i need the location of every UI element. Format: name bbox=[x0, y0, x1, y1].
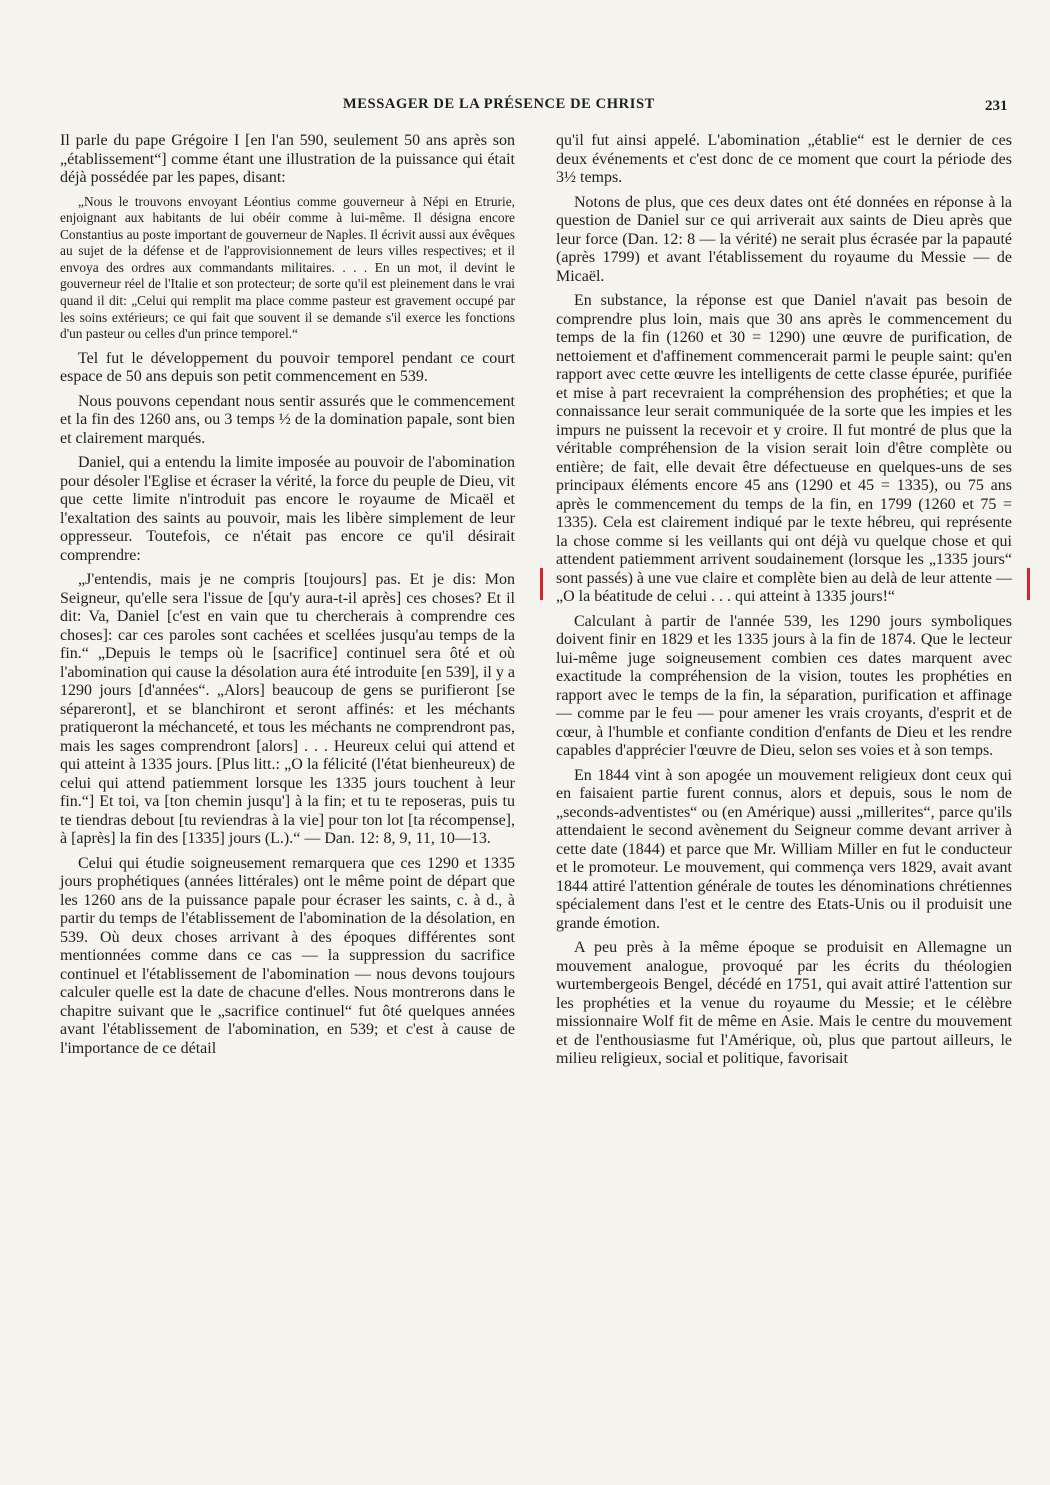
page-number: 231 bbox=[985, 98, 1008, 114]
left-column bbox=[60, 132, 515, 1064]
block-quote: „Nous le trouvons envoyant Léontius comme gouverneur à Népi en Etrurie, enjoignant aux habitants de lui obéir comme à lui-même. Il désigna encore Constantius au poste important de gouverneur de Naples. Il écrivit aussi aux évêques au sujet de la défense et de l'approvisionnement de leurs villes respectives; et il envoya des ordres aux commandants militaires. . . . En un mot, il devint le gouverneur réel de l'Italie et son protecteur; de sorte qu'il est pleinement dans le vrai quand il dit: „Celui qui remplit ma place comme pasteur est gravement occupé par les soins extérieurs; ce qui fait que souvent il se demande s'il exerce les fonctions d'un pasteur ou celles d'un prince temporel.“ bbox=[60, 193, 515, 342]
paragraph: A peu près à la même époque se produisit en Allemagne un mouvement analogue, provoqué par les écrits du théologien wurtembergeois Bengel, décédé en 1751, qui avait attiré l'attention sur les prophéties et la venue du royaume du Messie; et le célèbre missionnaire Wolf fit de même en Asie. Mais le centre du mouvement et de l'enthousiasme fut l'Amérique, où, plus que partout ailleurs, le milieu religieux, social et politique, favorisait bbox=[556, 939, 1012, 1067]
running-title: MESSAGER DE LA PRÉSENCE DE CHRIST bbox=[343, 96, 655, 112]
paragraph: Notons de plus, que ces deux dates ont été données en réponse à la question de Daniel sur ce qui arriverait aux saints de Dieu après que leur force (Dan. 12: 8 — la vérité) ne serait plus écrasée par la papauté (après 1799) et avant l'établissement du royaume du Messie — de Micaël. bbox=[556, 193, 1012, 285]
paragraph: Daniel, qui a entendu la limite imposée au pouvoir de l'abomination pour désoler l'Eglise et écraser la vérité, la force du peuple de Dieu, vit que cette limite n'introduit pas encore le royaume de Micaël et l'exaltation des saints au pouvoir, mais les libère simplement de leur oppresseur. Toutefois, ce n'était pas encore ce qu'il désirait comprendre: bbox=[60, 454, 515, 564]
paragraph: Il parle du pape Grégoire I [en l'an 590, seulement 50 ans après son „établissement“] comme étant une illustration de la puissance qui était déjà possédée par les papes, disant: bbox=[60, 132, 515, 186]
paragraph: En 1844 vint à son apogée un mouvement religieux dont ceux qui en faisaient partie furent connus, alors et depuis, sous le nom de „seconds-adventistes“ ou (en Amérique) aussi „millerites“, parce qu'ils attendaient le second avènement du Seigneur comme devant arriver à cette date (1844) et parce que Mr. William Miller en fut le conducteur et le promoteur. Le mouvement, qui commença vers 1829, avait avant 1844 attiré l'attention générale de toutes les dénominations chrétiennes spécialement dans l'est et le centre des Etats-Unis ou il produisit une grande émotion. bbox=[556, 766, 1012, 932]
page-header bbox=[0, 96, 1050, 120]
paragraph: Calculant à partir de l'année 539, les 1290 jours symboliques doivent finir en 1829 et les 1335 jours à la fin de 1874. Que le lecteur lui-même juge soigneusement combien ces dates marquent avec exactitude la compréhension de la vision, toutes les prophéties en rapport avec le temps de la fin, la séparation, purification et affinage — comme par le feu — pour amener les vrais croyants, d'esprit et de cœur, à l'humble et confiante condition d'enfants de Dieu et les rendre capables d'apprécier l'œuvre de Dieu, selon ses voies et à son temps. bbox=[556, 612, 1012, 759]
paragraph: En substance, la réponse est que Daniel n'avait pas besoin de comprendre plus loin, mais que 30 ans après le commencement du temps de la fin (1260 et 30 = 1290) une œuvre de purification, de nettoiement et d'affinement commencerait parmi le peuple saint: qu'en rapport avec cette œuvre les intelligents de cette classe épurée, purifiée et mise à part recevraient la compréhension des prophéties; et que la connaissance leur serait communiquée de la sorte que les impies et les impurs ne puissent la recevoir et y croire. Il fut montré de plus que la véritable compréhension de la vision serait loin d'être complète ou entière; de fait, elle devait être défectueuse en quelques-uns de ses principaux éléments encore 45 ans (1290 et 45 = 1335), ou 75 ans après le commencement du temps de la fin, en 1799 (1260 et 75 = 1335). Cela est clairement indiqué par le texte hébreu, qui représente la chose comme si les veillants qui ont déjà vu quelque chose et qui attendent patiemment arrivent soudainement (lorsque les „1335 jours“ sont passés) à une vue claire et complète bien au delà de leur attente — „O la béatitude de celui . . . qui atteint à 1335 jours!“ bbox=[556, 292, 1012, 605]
paragraph: qu'il fut ainsi appelé. L'abomination „établie“ est le dernier de ces deux événements et c'est donc de ce moment que court la période des 3½ temps. bbox=[556, 132, 1012, 186]
paragraph: Celui qui étudie soigneusement remarquera que ces 1290 et 1335 jours prophétiques (années littérales) ont le même point de départ que les 1260 ans de la puissance papale pour écraser les saints, c. à d., à partir du temps de l'établissement de l'abomination de la désolation, en 539. Où deux choses arrivant à des époques différentes sont mentionnées comme dans ce cas — la suppression du sacrifice continuel et l'établissement de l'abomination — nous devons toujours calculer quelle est la date de chacune d'elles. Nous montrerons dans le chapitre suivant que le „sacrifice continuel“ fut ôté quelques années avant l'établissement de l'abomination, en 539; et c'est à cause de l'importance de ce détail bbox=[60, 854, 515, 1057]
paragraph: Tel fut le développement du pouvoir temporel pendant ce court espace de 50 ans depuis son petit commencement en 539. bbox=[60, 349, 515, 386]
margin-marker-right bbox=[1027, 568, 1030, 600]
paragraph: Nous pouvons cependant nous sentir assurés que le commencement et la fin des 1260 ans, ou 3 temps ½ de la domination papale, sont bien et clairement marqués. bbox=[60, 392, 515, 447]
margin-marker-left bbox=[540, 568, 543, 600]
scripture-quote: „J'entendis, mais je ne compris [toujours] pas. Et je dis: Mon Seigneur, qu'elle sera l'issue de [qu'y aura-t-il après] ces choses? Et il dit: Va, Daniel [c'est en vain que tu chercherais à comprendre ces choses]: car ces paroles sont cachées et scellées jusqu'au temps de la fin.“ „Depuis le temps où le [sacrifice] continuel sera ôté et où l'abomination qui cause la désolation aura été introduite [en 539], il y a 1290 jours [d'années“. „Alors] beaucoup de gens se purifieront [se sépareront], et se blanchiront et seront affinés: et les méchants pratiqueront la méchanceté, et tous les méchants ne comprendront pas, mais les sages comprendront [alors] . . . Heureux celui qui attend et qui atteint à 1335 jours. [Plus litt.: „O la félicité (l'état bienheureux) de celui qui attend patiemment lorsque les 1335 jours touchent à leur fin.“] Et toi, va [ton chemin jusqu'] à la fin; et tu te reposeras, puis tu te tiendras debout [tu reviendras à la vie] pour ton lot [ta récompense], à [après] la fin des [1335] jours (L.).“ — Dan. 12: 8, 9, 11, 10—13. bbox=[60, 571, 515, 848]
right-column bbox=[556, 132, 1012, 1075]
